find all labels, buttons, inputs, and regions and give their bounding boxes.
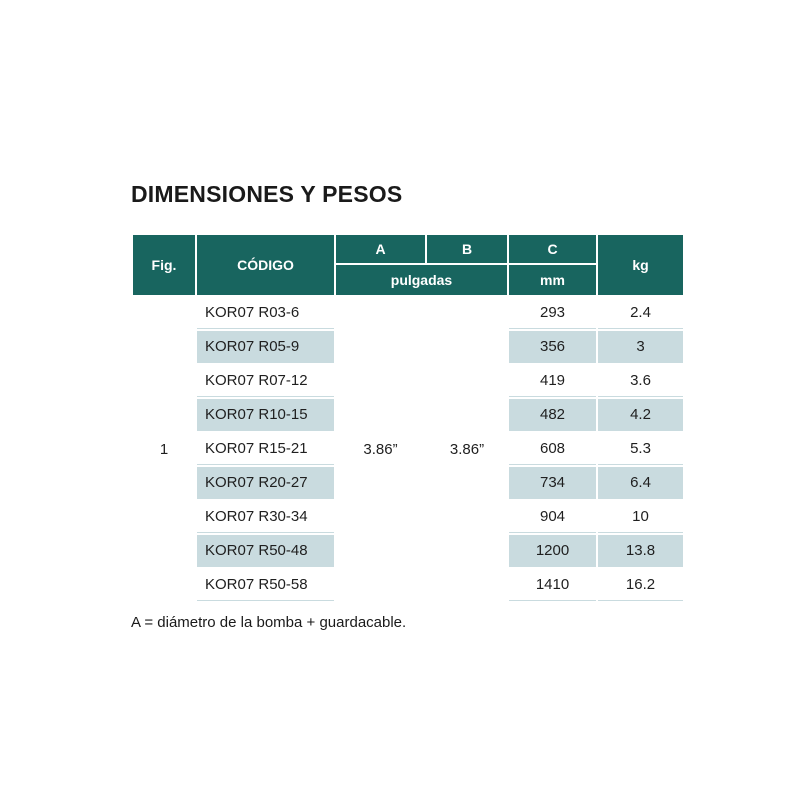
c-cell: 734 xyxy=(509,467,596,499)
codigo-cell: KOR07 R07-12 xyxy=(197,365,334,397)
fig-cell: 1 xyxy=(133,297,195,601)
kg-cell: 2.4 xyxy=(598,297,683,329)
codigo-cell: KOR07 R20-27 xyxy=(197,467,334,499)
kg-cell: 10 xyxy=(598,501,683,533)
codigo-cell: KOR07 R05-9 xyxy=(197,331,334,363)
codigo-cell: KOR07 R50-58 xyxy=(197,569,334,601)
c-cell: 608 xyxy=(509,433,596,465)
header-codigo: CÓDIGO xyxy=(197,235,334,295)
b-cell: 3.86” xyxy=(427,297,507,601)
codigo-cell: KOR07 R03-6 xyxy=(197,297,334,329)
codigo-cell: KOR07 R30-34 xyxy=(197,501,334,533)
header-kg: kg xyxy=(598,235,683,295)
header-b: B xyxy=(427,235,507,263)
c-cell: 482 xyxy=(509,399,596,431)
codigo-cell: KOR07 R15-21 xyxy=(197,433,334,465)
header-fig: Fig. xyxy=(133,235,195,295)
table-row xyxy=(133,297,683,329)
c-cell: 904 xyxy=(509,501,596,533)
kg-cell: 13.8 xyxy=(598,535,683,567)
c-cell: 293 xyxy=(509,297,596,329)
kg-cell: 3 xyxy=(598,331,683,363)
c-cell: 1410 xyxy=(509,569,596,601)
header-pulgadas: pulgadas xyxy=(336,265,507,295)
kg-cell: 6.4 xyxy=(598,467,683,499)
kg-cell: 3.6 xyxy=(598,365,683,397)
kg-cell: 5.3 xyxy=(598,433,683,465)
kg-cell: 16.2 xyxy=(598,569,683,601)
c-cell: 419 xyxy=(509,365,596,397)
kg-cell: 4.2 xyxy=(598,399,683,431)
header-mm: mm xyxy=(509,265,596,295)
a-cell: 3.86” xyxy=(336,297,425,601)
dimensions-table xyxy=(131,233,685,603)
codigo-cell: KOR07 R10-15 xyxy=(197,399,334,431)
codigo-cell: KOR07 R50-48 xyxy=(197,535,334,567)
page-title: DIMENSIONES Y PESOS xyxy=(131,181,403,207)
c-cell: 1200 xyxy=(509,535,596,567)
footnote: A = diámetro de la bomba + guardacable. xyxy=(131,614,407,631)
header-a: A xyxy=(336,235,425,263)
header-c: C xyxy=(509,235,596,263)
c-cell: 356 xyxy=(509,331,596,363)
